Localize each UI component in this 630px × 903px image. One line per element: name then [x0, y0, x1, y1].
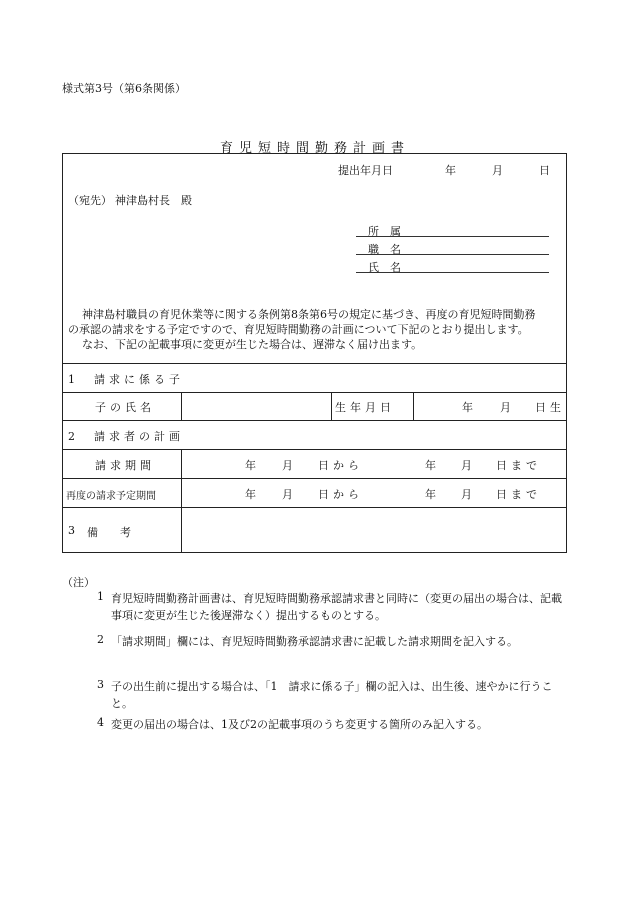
affiliation-label: 所 属 [368, 225, 401, 238]
birth-date-label: 生年月日 [335, 401, 395, 414]
note-text: 「請求期間」欄には、育児短時間勤務承認請求書に記載した請求期間を記入する。 [111, 635, 518, 648]
name-label: 氏 名 [368, 261, 401, 274]
table-rule [181, 507, 182, 553]
period-to-year: 年 [425, 459, 436, 472]
table-rule [63, 478, 566, 479]
note-text: 子の出生前に提出する場合は、「1 請求に係る子」欄の記入は、出生後、速やかに行うこと。 [111, 680, 553, 710]
re-period-from-day: 日から [318, 488, 363, 501]
note-number: 2 [97, 633, 104, 646]
table-rule [63, 420, 566, 421]
period-from-day: 日から [318, 459, 363, 472]
re-request-period-label: 再度の請求予定期間 [66, 491, 156, 502]
job-title-underline [356, 254, 549, 255]
note-text: 育児短時間勤務計画書は、育児短時間勤務承認請求書と同時に（変更の届出の場合は、記載事項に変更が生じた後遅滞なく）提出するものとする。 [111, 592, 562, 622]
addressee-prefix: （宛先） [68, 194, 112, 207]
body-text-line: の承認の請求をする予定ですので、育児短時間勤務の計画について下記のとおり提出します。 [68, 323, 529, 336]
affiliation-underline [356, 236, 549, 237]
period-to-day: 日まで [496, 459, 541, 472]
submission-day: 日 [539, 164, 550, 177]
note-number: 1 [97, 590, 104, 603]
table-rule [413, 392, 414, 420]
period-from-year: 年 [245, 459, 256, 472]
re-period-to-day: 日まで [496, 488, 541, 501]
table-rule [331, 392, 332, 420]
request-period-label: 請求期間 [95, 459, 155, 472]
table-rule [63, 363, 566, 364]
re-period-to-month: 月 [461, 488, 472, 501]
notes-heading: （注） [62, 576, 95, 589]
re-period-from-month: 月 [282, 488, 293, 501]
section2-heading: 2 請求者の計画 [68, 430, 184, 443]
birth-year: 年 [462, 401, 473, 414]
birth-month: 月 [500, 401, 511, 414]
body-text-line: 神津島村職員の育児休業等に関する条例第8条第6号の規定に基づき、再度の育児短時間勤務 [82, 308, 536, 321]
birth-day: 日生 [535, 401, 565, 414]
submission-month: 月 [492, 164, 503, 177]
body-text-line: なお、下記の記載事項に変更が生じた場合は、遅滞なく届け出ます。 [82, 338, 423, 351]
table-rule [181, 392, 182, 420]
job-title-label: 職 名 [368, 243, 401, 256]
note-number: 4 [97, 716, 104, 729]
submission-year: 年 [445, 164, 456, 177]
remarks-label: 備 考 [87, 526, 131, 539]
re-period-from-year: 年 [245, 488, 256, 501]
form-number: 様式第3号（第6条関係） [62, 82, 186, 95]
period-from-month: 月 [282, 459, 293, 472]
note-number: 3 [97, 678, 104, 691]
note-text: 変更の届出の場合は、1及び2の記載事項のうち変更する箇所のみ記入する。 [111, 718, 488, 731]
section3-number: 3 [68, 524, 75, 537]
table-rule [63, 507, 566, 508]
name-underline [356, 272, 549, 273]
addressee: 神津島村長 殿 [115, 194, 192, 207]
table-rule [63, 449, 566, 450]
period-to-month: 月 [461, 459, 472, 472]
table-rule [181, 449, 182, 507]
child-name-label: 子の氏名 [95, 401, 155, 414]
document-title: 育児短時間勤務計画書 [219, 141, 410, 156]
re-period-to-year: 年 [425, 488, 436, 501]
table-rule [63, 392, 566, 393]
section1-heading: 1 請求に係る子 [68, 373, 184, 386]
submission-date-label: 提出年月日 [338, 164, 393, 177]
